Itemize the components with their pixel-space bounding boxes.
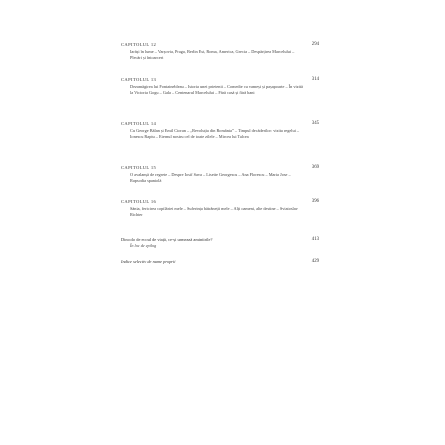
- index-title: Indice selectiv de nume proprii: [121, 259, 176, 264]
- chapter-description: Cu George Bălan și Emil Cioran – „Revoluția din România” – Timpul decăderilor: vizita regelui – Ionescu Rapiu – Eternul nostru cel de toate zilele – Mircea lui Talcea: [130, 128, 300, 139]
- epilogue-subtitle: În loc de epilog: [130, 243, 157, 248]
- chapter-entry-14: [121, 121, 321, 140]
- chapter-entry-16: [121, 199, 321, 218]
- chapter-label: CAPITOLUL 12: [121, 42, 157, 47]
- epilogue-entry: [121, 237, 321, 249]
- chapter-label: CAPITOLUL 16: [121, 199, 157, 204]
- chapter-label: CAPITOLUL 15: [121, 165, 157, 170]
- chapter-label: CAPITOLUL 13: [121, 77, 157, 82]
- page-number: 429: [311, 259, 319, 264]
- page-number: 369: [311, 165, 319, 170]
- chapter-entry-15: [121, 165, 321, 184]
- chapter-description: O avalanșă de regrete – Despre Iosif Sava – Lisette Georgescu – Ana Florescu – Maria Jose – Rapsodia spaniolă: [130, 172, 291, 183]
- chapter-description: Sănia, fericirea copilăriei mele – Suferința bătrâneții mele – Alți oameni, alte destine – Sviatoslav Richter: [130, 206, 298, 217]
- chapter-label: CAPITOLUL 14: [121, 121, 157, 126]
- page-number: 413: [311, 237, 319, 242]
- chapter-entry-13: [121, 77, 321, 96]
- chapter-description: Dezamăgirea lui Fontainebleau – Istoria unei prietenii – Comedie cu vameși și pașapoarte – În vizită la Victoria Gogu – Gala – Centenarul Marcelului – Fără casă și fără bani: [130, 84, 303, 95]
- page-number: 345: [311, 121, 319, 126]
- page-number: 396: [311, 199, 319, 204]
- epilogue-title: Dincolo de ecoul de viață, ce-și urmează amintirile?: [121, 237, 213, 242]
- page-number: 314: [311, 77, 319, 82]
- page-number: 294: [311, 42, 319, 47]
- chapter-description: Iarăși în lume – Varșovia, Praga, Berlin Est, Roma, America, Grecia – Despărțirea Marcelului – Plecări și întoarceri: [130, 49, 295, 60]
- chapter-entry-12: [121, 42, 321, 61]
